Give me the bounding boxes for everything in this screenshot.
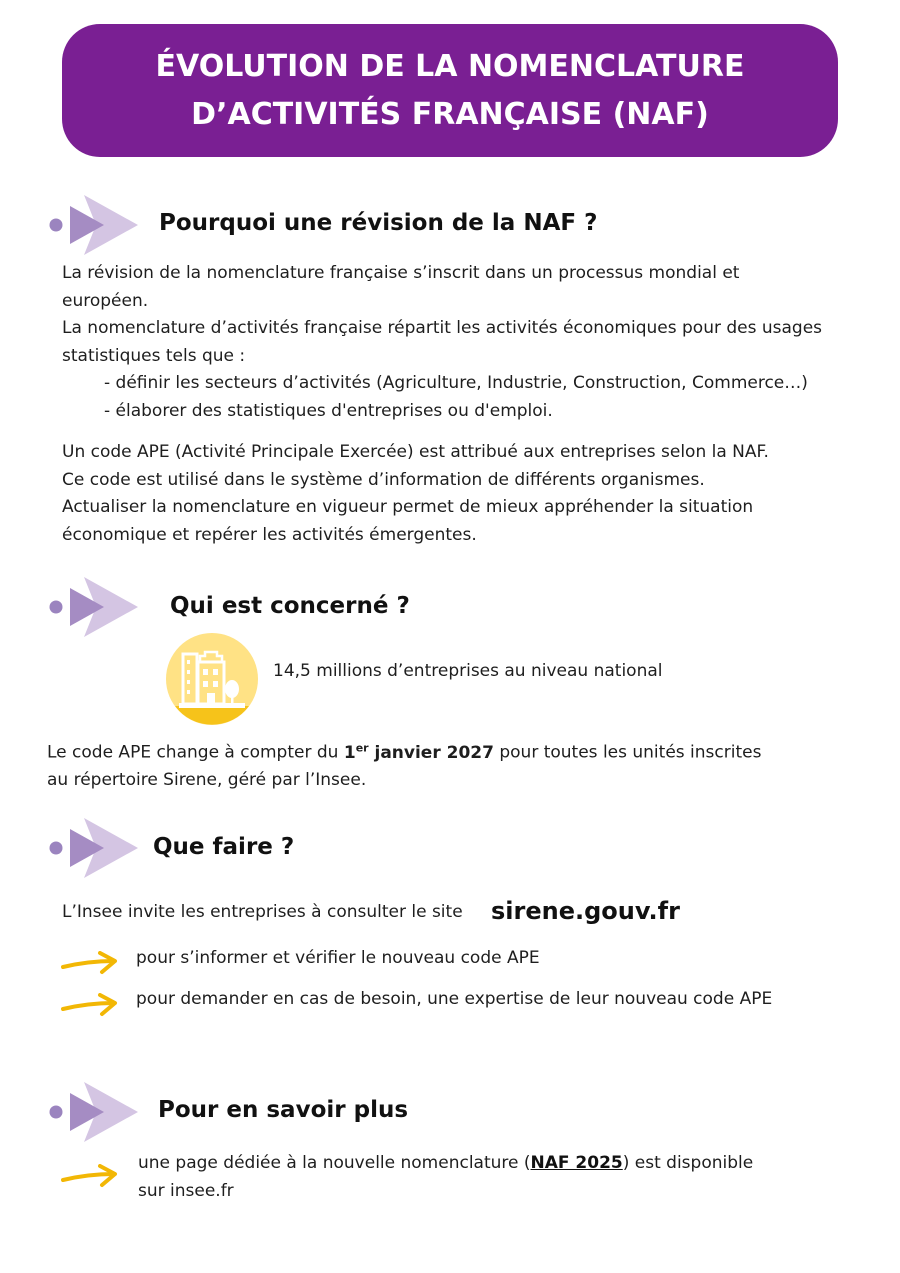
section-why-body: [62, 260, 822, 549]
arrow-icon: [60, 993, 120, 1019]
body-line: Ce code est utilisé dans le système d’information de différents organismes.: [62, 469, 705, 490]
stat-enterprises: 14,5 millions d’entreprises au niveau national: [273, 661, 663, 681]
section-heading-who: Qui est concerné ?: [170, 593, 410, 619]
section-bullet-icon: [46, 576, 142, 638]
arrow-icon: [60, 951, 120, 977]
page-title-line-1: ÉVOLUTION DE LA NOMENCLATURE: [155, 48, 745, 84]
body-line: Actualiser la nomenclature en vigueur permet de mieux appréhender la situation: [62, 497, 754, 517]
learn-more-line-2: sur insee.fr: [138, 1180, 234, 1201]
section-heading-learn-more: Pour en savoir plus: [158, 1097, 409, 1123]
section-bullet-icon: [46, 817, 142, 879]
learn-more-post: ) est disponible: [622, 1153, 754, 1173]
ape-change-text: pour toutes les unités inscrites: [493, 742, 762, 763]
ape-change-notice: [47, 734, 761, 795]
section-heading-why-revision: Pourquoi une révision de la NAF ?: [159, 210, 598, 236]
arrow-icon: [60, 1164, 120, 1190]
ape-change-date: 1er janvier 2027: [343, 741, 494, 763]
page-title-banner: [62, 24, 838, 157]
page-title-line-2: D’ACTIVITÉS FRANÇAISE (NAF): [191, 96, 709, 132]
learn-more-text: [138, 1150, 753, 1205]
bullet-line: - définir les secteurs d’activités (Agriculture, Industrie, Construction, Commerce…): [104, 373, 808, 393]
body-line: européen.: [62, 290, 149, 311]
buildings-icon: [165, 632, 259, 726]
bullet-line: - élaborer des statistiques d'entreprises ou d'emploi.: [104, 400, 553, 421]
body-line: La révision de la nomenclature française s’inscrit dans un processus mondial et: [62, 263, 740, 283]
sirene-site-link[interactable]: sirene.gouv.fr: [491, 897, 680, 925]
body-line: économique et repérer les activités émergentes.: [62, 524, 477, 545]
ape-change-line-2: au répertoire Sirene, géré par l’Insee.: [47, 770, 367, 791]
section-bullet-icon: [46, 1081, 142, 1143]
body-line: statistiques tels que :: [62, 345, 246, 366]
learn-more-pre: une page dédiée à la nouvelle nomenclature (: [138, 1153, 531, 1173]
ape-change-text: Le code APE change à compter du: [47, 742, 344, 763]
section-bullet-icon: [46, 194, 142, 256]
what-to-do-item: pour demander en cas de besoin, une expertise de leur nouveau code APE: [136, 989, 773, 1009]
what-to-do-item: pour s’informer et vérifier le nouveau code APE: [136, 948, 540, 968]
naf-2025-link[interactable]: NAF 2025: [530, 1153, 623, 1173]
body-line: La nomenclature d’activités française répartit les activités économiques pour des usages: [62, 318, 823, 338]
section-heading-what-to-do: Que faire ?: [153, 834, 295, 860]
body-line: Un code APE (Activité Principale Exercée) est attribué aux entreprises selon la NAF.: [62, 442, 769, 462]
what-to-do-intro: L’Insee invite les entreprises à consulter le site: [62, 902, 463, 922]
